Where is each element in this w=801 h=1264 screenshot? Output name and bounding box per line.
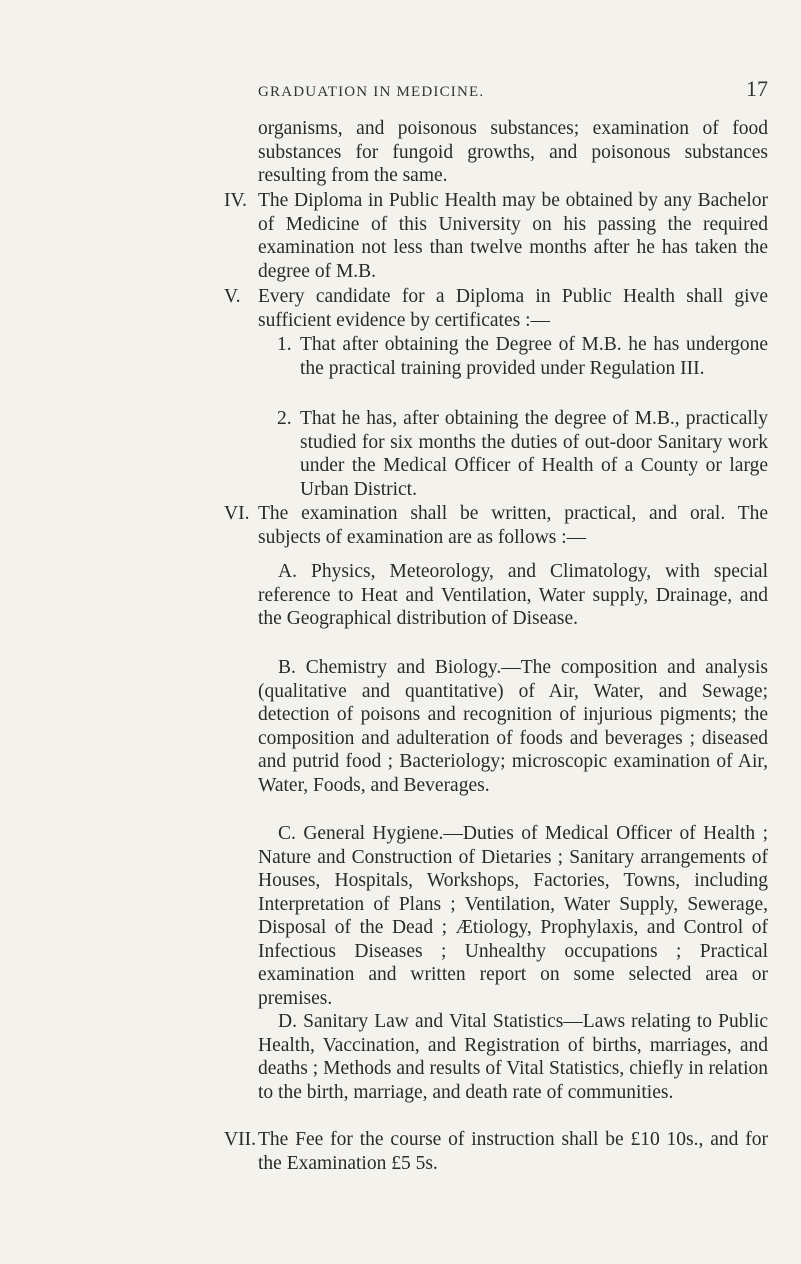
subject-d-text: Sanitary Law and Vital Statistics—Laws relating to Public Health, Vaccination, and Registration of births, marriages, and deaths ; Methods and results of Vital Statistics, chiefly in relation to the birth, marriage, and death rate of communities. (258, 1011, 768, 1103)
subject-c-letter: C. (278, 823, 296, 844)
regulation-v-item-2-number: 2. (277, 408, 292, 429)
regulation-vi-text: The examination shall be written, practical, and oral. The subjects of examination are as follows :— (258, 503, 768, 548)
regulation-iv-text: The Diploma in Public Health may be obtained by any Bachelor of Medicine of this University on his passing the required examination not less than twelve months after he has taken the degree of M.B. (258, 190, 768, 282)
regulation-vii-number: VII. (224, 1129, 256, 1150)
running-title: GRADUATION IN MEDICINE. (258, 84, 485, 100)
subject-c-text: General Hygiene.—Duties of Medical Officer of Health ; Nature and Construction of Dietaries ; Sanitary arrangements of Houses, Hospitals, Workshops, Factories, Towns, including Interpretation of Plans ; Ventilation, Water Supply, Sewerage, Disposal of the Dead ; Ætiology, Prophylaxis, and Control of Infectious Diseases ; Unhealthy occupations ; Practical examination and written report on some selected area or premises. (258, 823, 768, 1009)
regulation-vi-number: VI. (224, 503, 250, 524)
subject-c (258, 822, 768, 1010)
subject-a-letter: A. (278, 561, 297, 582)
page-number: 17 (746, 76, 768, 101)
regulation-iv-number: IV. (224, 190, 247, 211)
regulation-v-text: Every candidate for a Diploma in Public Health shall give sufficient evidence by certificates :— (258, 286, 768, 331)
regulation-v-item-1-text: That after obtaining the Degree of M.B. he has undergone the practical training provided under Regulation III. (300, 334, 768, 379)
subject-a (258, 560, 768, 631)
subject-b-letter: B. (278, 657, 296, 678)
continuation-paragraph: organisms, and poisonous substances; examination of food substances for fungoid growths, and poisonous substances resulting from the same. (258, 118, 768, 186)
subject-b-text: Chemistry and Biology.—The composition and analysis (qualitative and quantitative) of Air, Water, and Sewage; detection of poisons and recognition of injurious pigments; the composition and adulteration of foods and beverages ; diseased and putrid food ; Bacteriology; microscopic examination of Air, Water, Foods, and Beverages. (258, 657, 769, 796)
subject-d (258, 1010, 768, 1104)
regulation-vii-text: The Fee for the course of instruction shall be £10 10s., and for the Examination £5 5s. (258, 1129, 768, 1174)
subject-b (258, 656, 768, 797)
regulation-v-item-2-text: That he has, after obtaining the degree of M.B., practically studied for six months the duties of out-door Sanitary work under the Medical Officer of Health of a County or large Urban District. (300, 408, 768, 500)
regulation-v-item-1-number: 1. (277, 334, 292, 355)
regulation-v-number: V. (224, 286, 241, 307)
subject-d-letter: D. (278, 1011, 297, 1032)
subject-a-text: Physics, Meteorology, and Climatology, with special reference to Heat and Ventilation, Water supply, Drainage, and the Geographical distribution of Disease. (258, 561, 768, 629)
